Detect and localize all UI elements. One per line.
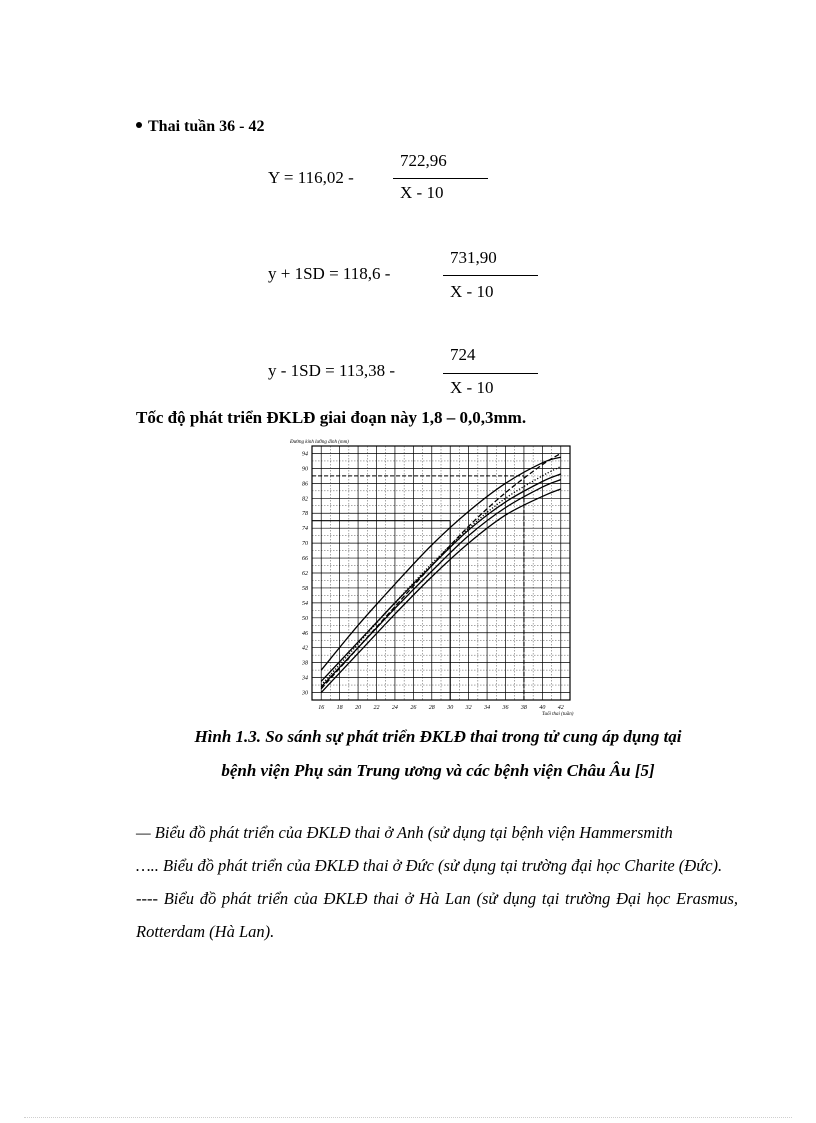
y-tick-label: 74 [302, 526, 308, 533]
figure-caption-line-1: Hình 1.3. So sánh sự phát triển ĐKLĐ thai trong tử cung áp dụng tại [194, 727, 682, 746]
equation-3-numerator: 724 [450, 345, 476, 364]
x-tick-label: 40 [539, 705, 546, 711]
x-tick-label: 34 [484, 705, 491, 711]
legend-item-germany: ….. Biểu đồ phát triển của ĐKLĐ thai ở Đức (sử dụng tại trường đại học Charite (Đức). [136, 856, 723, 875]
x-tick-label: 30 [447, 705, 454, 711]
y-tick-label: 86 [302, 481, 308, 488]
x-tick-label: 26 [410, 705, 417, 711]
x-tick-label: 16 [318, 705, 325, 711]
y-tick-label: 42 [302, 645, 308, 652]
x-tick-label: 32 [465, 705, 472, 711]
y-tick-label: 82 [302, 496, 308, 503]
equation-1-numerator: 722,96 [400, 151, 447, 170]
page-bottom-border [24, 1117, 792, 1118]
bpd-growth-chart [280, 436, 580, 718]
x-tick-label: 24 [391, 705, 398, 711]
chart-title: Đường kính lưỡng đỉnh (mm) [290, 440, 349, 445]
bullet-icon [136, 122, 142, 128]
x-tick-label: 42 [557, 705, 564, 711]
chart-xlabel: Tuổi thai (tuần) [542, 712, 574, 717]
y-tick-label: 90 [302, 466, 308, 473]
bullet-heading [136, 118, 264, 136]
y-tick-label: 94 [302, 451, 308, 458]
equation-2-fraction-bar [443, 275, 538, 276]
y-tick-label: 54 [302, 600, 308, 607]
y-tick-label: 34 [302, 675, 308, 682]
x-tick-label: 38 [520, 705, 527, 711]
bullet-label: Thai tuần 36 - 42 [148, 118, 265, 135]
y-tick-label: 30 [302, 690, 308, 697]
chart-legend [136, 816, 738, 948]
equation-2-lhs: y + 1SD = 118,6 - [268, 264, 391, 283]
legend-item-uk: — Biểu đồ phát triển của ĐKLĐ thai ở Anh (sử dụng tại bệnh viện Hammersmith [136, 823, 673, 842]
y-tick-label: 58 [302, 585, 308, 592]
x-tick-label: 28 [428, 705, 435, 711]
y-tick-label: 78 [302, 511, 308, 518]
x-tick-label: 22 [373, 705, 380, 711]
x-tick-label: 18 [336, 705, 343, 711]
y-tick-label: 46 [302, 630, 308, 637]
figure-caption-line-2: bệnh viện Phụ sản Trung ương và các bệnh viện Châu Âu [5] [221, 761, 655, 780]
y-tick-label: 38 [302, 660, 308, 667]
series-line-4 [321, 480, 561, 687]
x-tick-label: 20 [355, 705, 362, 711]
legend-item-netherlands: ---- Biểu đồ phát triển của ĐKLĐ thai ở Hà Lan (sử dụng tại trường Đại học Erasmus, Rotterdam (Hà Lan). [136, 889, 738, 941]
equation-3-lhs: y - 1SD = 113,38 - [268, 361, 396, 380]
equation-3-fraction-bar [443, 373, 538, 374]
y-tick-label: 50 [302, 615, 308, 622]
y-tick-label: 70 [302, 541, 308, 548]
equation-2-denominator: X - 10 [450, 282, 494, 301]
equation-1-fraction-bar [393, 178, 488, 179]
x-tick-label: 36 [502, 705, 509, 711]
growth-speed-text: Tốc độ phát triển ĐKLĐ giai đoạn này 1,8 – 0,0,3mm. [136, 408, 527, 427]
equation-1-denominator: X - 10 [400, 183, 444, 202]
equation-3-denominator: X - 10 [450, 378, 494, 397]
equation-2-numerator: 731,90 [450, 248, 497, 267]
y-tick-label: 62 [302, 571, 308, 577]
y-tick-label: 66 [302, 556, 308, 563]
equation-1-lhs: Y = 116,02 - [268, 168, 354, 187]
